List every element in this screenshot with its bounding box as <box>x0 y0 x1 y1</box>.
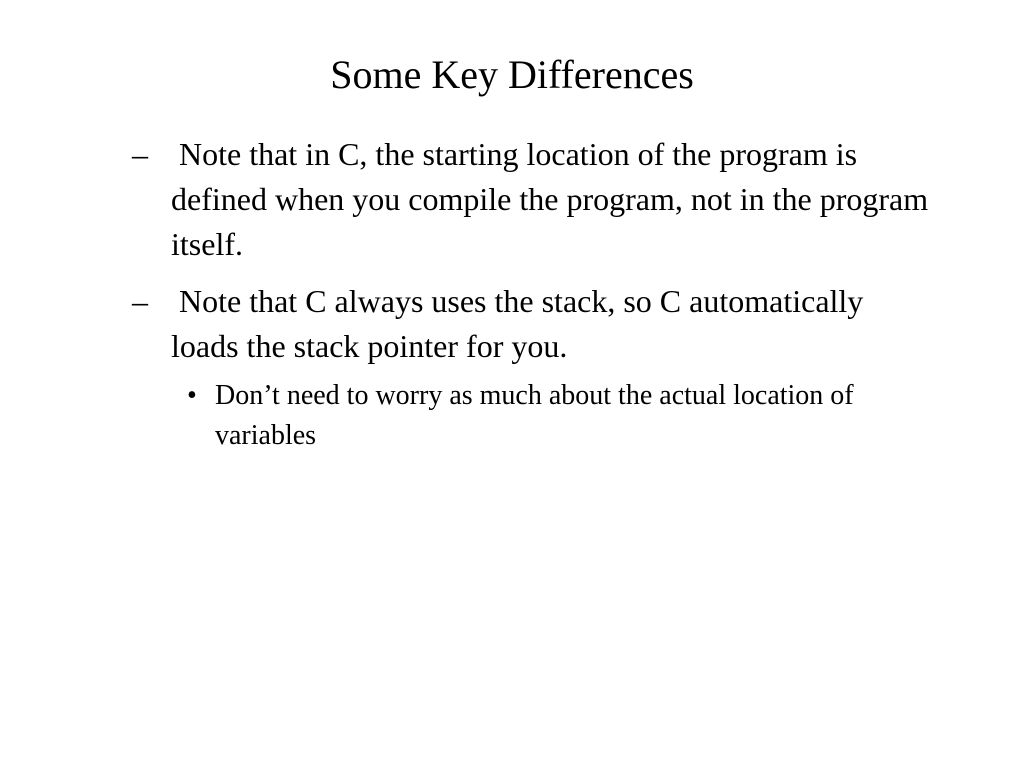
sub-bullet-item <box>171 376 930 456</box>
bullet-text: Note that C always uses the stack, so C automatically loads the stack pointer for you. <box>171 283 872 364</box>
dash-bullet-icon: – <box>132 283 148 319</box>
dash-bullet-icon: – <box>132 136 148 172</box>
bullet-item <box>130 132 937 267</box>
bullet-list <box>130 132 937 468</box>
dot-bullet-icon: • <box>187 380 197 411</box>
sub-bullet-text: Don’t need to worry as much about the actual location of variables <box>215 380 854 451</box>
bullet-text: Note that in C, the starting location of the program is defined when you compile the program, not in the program itself. <box>171 136 937 262</box>
sub-bullet-list <box>171 376 930 456</box>
slide-title: Some Key Differences <box>330 52 694 97</box>
bullet-item <box>130 279 930 456</box>
